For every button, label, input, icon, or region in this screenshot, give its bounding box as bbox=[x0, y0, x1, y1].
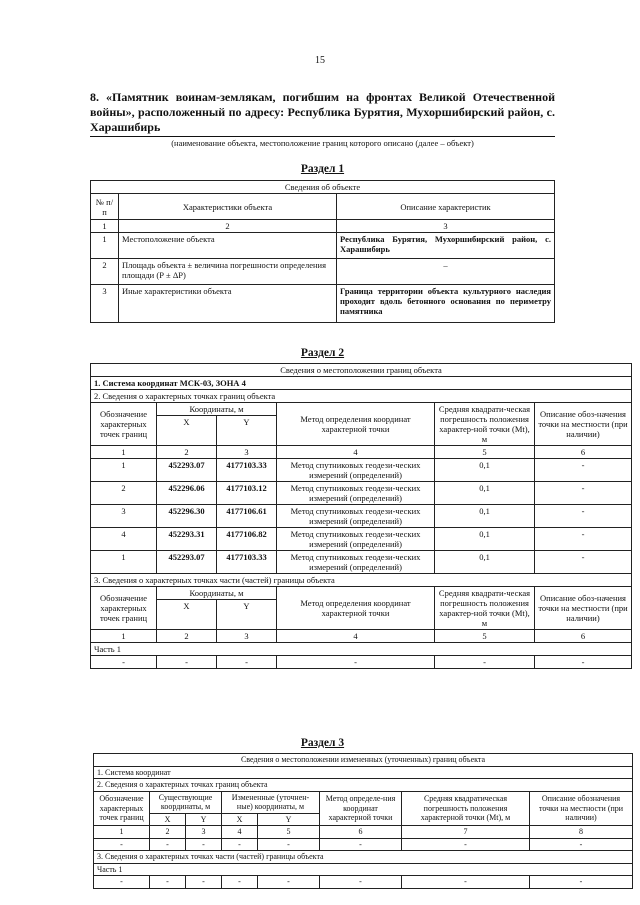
index-cell: 3 bbox=[337, 220, 555, 233]
designation-header: Обозначение характерных точек границ bbox=[91, 587, 157, 630]
empty-cell: - bbox=[150, 876, 186, 889]
point-method: Метод спутниковых геодези-ческих измерений (определений) bbox=[277, 505, 435, 528]
point-x: 452296.30 bbox=[157, 505, 217, 528]
point-x: 452293.31 bbox=[157, 528, 217, 551]
parts-caption: 3. Сведения о характерных точках части (частей) границы объекта bbox=[91, 574, 632, 587]
index-cell: 4 bbox=[222, 826, 258, 839]
section3-caption: Сведения о местоположении измененных (уточненных) границ объекта bbox=[94, 754, 633, 767]
index-cell: 4 bbox=[277, 630, 435, 643]
index-cell: 5 bbox=[258, 826, 320, 839]
part-label: Часть 1 bbox=[94, 863, 633, 876]
index-cell: 4 bbox=[277, 446, 435, 459]
point-x: 452296.06 bbox=[157, 482, 217, 505]
x-header: X bbox=[157, 600, 217, 630]
description-header: Описание обозначения точки на местности (при наличии) bbox=[530, 791, 633, 826]
table-row bbox=[94, 876, 633, 889]
point-y: 4177103.12 bbox=[217, 482, 277, 505]
point-designation: 4 bbox=[91, 528, 157, 551]
table-row bbox=[91, 528, 632, 551]
index-cell: 3 bbox=[186, 826, 222, 839]
point-x: 452293.07 bbox=[157, 551, 217, 574]
point-y: 4177106.82 bbox=[217, 528, 277, 551]
y-header: Y bbox=[258, 813, 320, 826]
changed-coords-header: Измененные (уточнен-ные) координаты, м bbox=[222, 791, 320, 813]
point-designation: 2 bbox=[91, 482, 157, 505]
error-header: Средняя квадрати-ческая погрешность положения характер-ной точки (Mt), м bbox=[435, 403, 535, 446]
index-cell: 1 bbox=[94, 826, 150, 839]
point-description: - bbox=[535, 505, 632, 528]
table-row bbox=[91, 656, 632, 669]
index-cell: 1 bbox=[91, 220, 119, 233]
col-characteristic-header: Характеристики объекта bbox=[119, 194, 337, 220]
table-row bbox=[91, 482, 632, 505]
point-description: - bbox=[535, 528, 632, 551]
point-method: Метод спутниковых геодези-ческих измерений (определений) bbox=[277, 551, 435, 574]
empty-cell: - bbox=[320, 838, 402, 851]
y-header: Y bbox=[217, 416, 277, 446]
table-row bbox=[91, 259, 555, 285]
index-cell: 1 bbox=[91, 630, 157, 643]
point-description: - bbox=[535, 551, 632, 574]
point-description: - bbox=[535, 459, 632, 482]
point-error: 0,1 bbox=[435, 505, 535, 528]
designation-header: Обозначение характерных точек границ bbox=[91, 403, 157, 446]
table-row bbox=[91, 505, 632, 528]
empty-cell: - bbox=[258, 876, 320, 889]
empty-cell: - bbox=[186, 876, 222, 889]
index-cell: 2 bbox=[157, 446, 217, 459]
error-header: Средняя квадратическая погрешность положения характерной точки (Mt), м bbox=[402, 791, 530, 826]
point-error: 0,1 bbox=[435, 459, 535, 482]
characteristic-name: Площадь объекта ± величина погрешности определения площади (Р ± ΔР) bbox=[119, 259, 337, 285]
empty-cell: - bbox=[530, 838, 633, 851]
empty-cell: - bbox=[222, 876, 258, 889]
table-row bbox=[91, 285, 555, 323]
empty-cell: - bbox=[222, 838, 258, 851]
empty-cell: - bbox=[258, 838, 320, 851]
point-designation: 1 bbox=[91, 551, 157, 574]
index-cell: 3 bbox=[217, 630, 277, 643]
characteristic-name: Иные характеристики объекта bbox=[119, 285, 337, 323]
existing-coords-header: Существующие координаты, м bbox=[150, 791, 222, 813]
row-number: 2 bbox=[91, 259, 119, 285]
index-cell: 2 bbox=[119, 220, 337, 233]
section2-title: Раздел 2 bbox=[300, 347, 345, 359]
index-cell: 2 bbox=[157, 630, 217, 643]
point-error: 0,1 bbox=[435, 528, 535, 551]
index-cell: 6 bbox=[320, 826, 402, 839]
empty-cell: - bbox=[91, 656, 157, 669]
empty-cell: - bbox=[277, 656, 435, 669]
characteristic-name: Местоположение объекта bbox=[119, 233, 337, 259]
point-method: Метод спутниковых геодези-ческих измерений (определений) bbox=[277, 459, 435, 482]
object-heading-note: (наименование объекта, местоположение границ которого описано (далее – объект) bbox=[90, 136, 555, 148]
points-caption: 2. Сведения о характерных точках границ объекта bbox=[94, 779, 633, 792]
point-y: 4177103.33 bbox=[217, 459, 277, 482]
x-header: X bbox=[150, 813, 186, 826]
page-number: 15 bbox=[315, 55, 325, 66]
point-method: Метод спутниковых геодези-ческих измерений (определений) bbox=[277, 482, 435, 505]
point-y: 4177103.33 bbox=[217, 551, 277, 574]
index-cell: 8 bbox=[530, 826, 633, 839]
index-cell: 2 bbox=[150, 826, 186, 839]
empty-cell: - bbox=[530, 876, 633, 889]
index-cell: 6 bbox=[535, 446, 632, 459]
section3-title: Раздел 3 bbox=[300, 737, 345, 749]
index-cell: 1 bbox=[91, 446, 157, 459]
empty-cell: - bbox=[157, 656, 217, 669]
empty-cell: - bbox=[402, 876, 530, 889]
points-caption: 2. Сведения о характерных точках границ объекта bbox=[91, 390, 632, 403]
point-designation: 3 bbox=[91, 505, 157, 528]
empty-cell: - bbox=[320, 876, 402, 889]
point-error: 0,1 bbox=[435, 551, 535, 574]
table-row bbox=[91, 459, 632, 482]
section1-caption: Сведения об объекте bbox=[91, 181, 555, 194]
description-header: Описание обоз-начения точки на местности (при наличии) bbox=[535, 403, 632, 446]
empty-cell: - bbox=[94, 876, 150, 889]
row-number: 1 bbox=[91, 233, 119, 259]
empty-cell: - bbox=[217, 656, 277, 669]
part-label: Часть 1 bbox=[91, 643, 632, 656]
point-error: 0,1 bbox=[435, 482, 535, 505]
index-cell: 5 bbox=[435, 446, 535, 459]
designation-header: Обозначение характерных точек границ bbox=[94, 791, 150, 826]
empty-cell: - bbox=[186, 838, 222, 851]
empty-cell: - bbox=[94, 838, 150, 851]
point-y: 4177106.61 bbox=[217, 505, 277, 528]
point-description: - bbox=[535, 482, 632, 505]
characteristic-value: Республика Бурятия, Мухоршибирский район, с. Харашибирь bbox=[337, 233, 555, 259]
y-header: Y bbox=[186, 813, 222, 826]
table-row bbox=[94, 838, 633, 851]
error-header: Средняя квадрати-ческая погрешность положения характер-ной точки (Mt), м bbox=[435, 587, 535, 630]
point-method: Метод спутниковых геодези-ческих измерений (определений) bbox=[277, 528, 435, 551]
section3-table bbox=[93, 753, 633, 889]
index-cell: 6 bbox=[535, 630, 632, 643]
method-header: Метод определения координат характерной точки bbox=[277, 403, 435, 446]
index-cell: 5 bbox=[435, 630, 535, 643]
empty-cell: - bbox=[435, 656, 535, 669]
table-row bbox=[91, 233, 555, 259]
table-row bbox=[91, 551, 632, 574]
empty-cell: - bbox=[150, 838, 186, 851]
method-header: Метод определе-ния координат характерной точки bbox=[320, 791, 402, 826]
index-cell: 7 bbox=[402, 826, 530, 839]
characteristic-value: – bbox=[337, 259, 555, 285]
point-x: 452293.07 bbox=[157, 459, 217, 482]
point-designation: 1 bbox=[91, 459, 157, 482]
coordinates-header: Координаты, м bbox=[157, 587, 277, 600]
section2-table bbox=[90, 363, 632, 669]
parts-caption: 3. Сведения о характерных точках части (частей) границы объекта bbox=[94, 851, 633, 864]
method-header: Метод определения координат характерной точки bbox=[277, 587, 435, 630]
coordinate-system: 1. Система координат bbox=[94, 766, 633, 779]
empty-cell: - bbox=[535, 656, 632, 669]
x-header: X bbox=[157, 416, 217, 446]
section1-table bbox=[90, 180, 555, 323]
x-header: X bbox=[222, 813, 258, 826]
characteristic-value: Граница территории объекта культурного наследия проходит вдоль бетонного основания по периметру памятника bbox=[337, 285, 555, 323]
coordinate-system: 1. Система координат МСК-03, ЗОНА 4 bbox=[91, 377, 632, 390]
description-header: Описание обоз-начения точки на местности (при наличии) bbox=[535, 587, 632, 630]
y-header: Y bbox=[217, 600, 277, 630]
row-number: 3 bbox=[91, 285, 119, 323]
coordinates-header: Координаты, м bbox=[157, 403, 277, 416]
object-heading: 8. «Памятник воинам-землякам, погибшим на фронтах Великой Отечественной войны», расположенный по адресу: Республика Бурятия, Мухоршибирский район, с. Харашибирь bbox=[90, 90, 555, 134]
section1-title: Раздел 1 bbox=[300, 163, 345, 175]
section2-caption: Сведения о местоположении границ объекта bbox=[91, 364, 632, 377]
empty-cell: - bbox=[402, 838, 530, 851]
col-num-header: № п/п bbox=[91, 194, 119, 220]
col-description-header: Описание характеристик bbox=[337, 194, 555, 220]
index-cell: 3 bbox=[217, 446, 277, 459]
